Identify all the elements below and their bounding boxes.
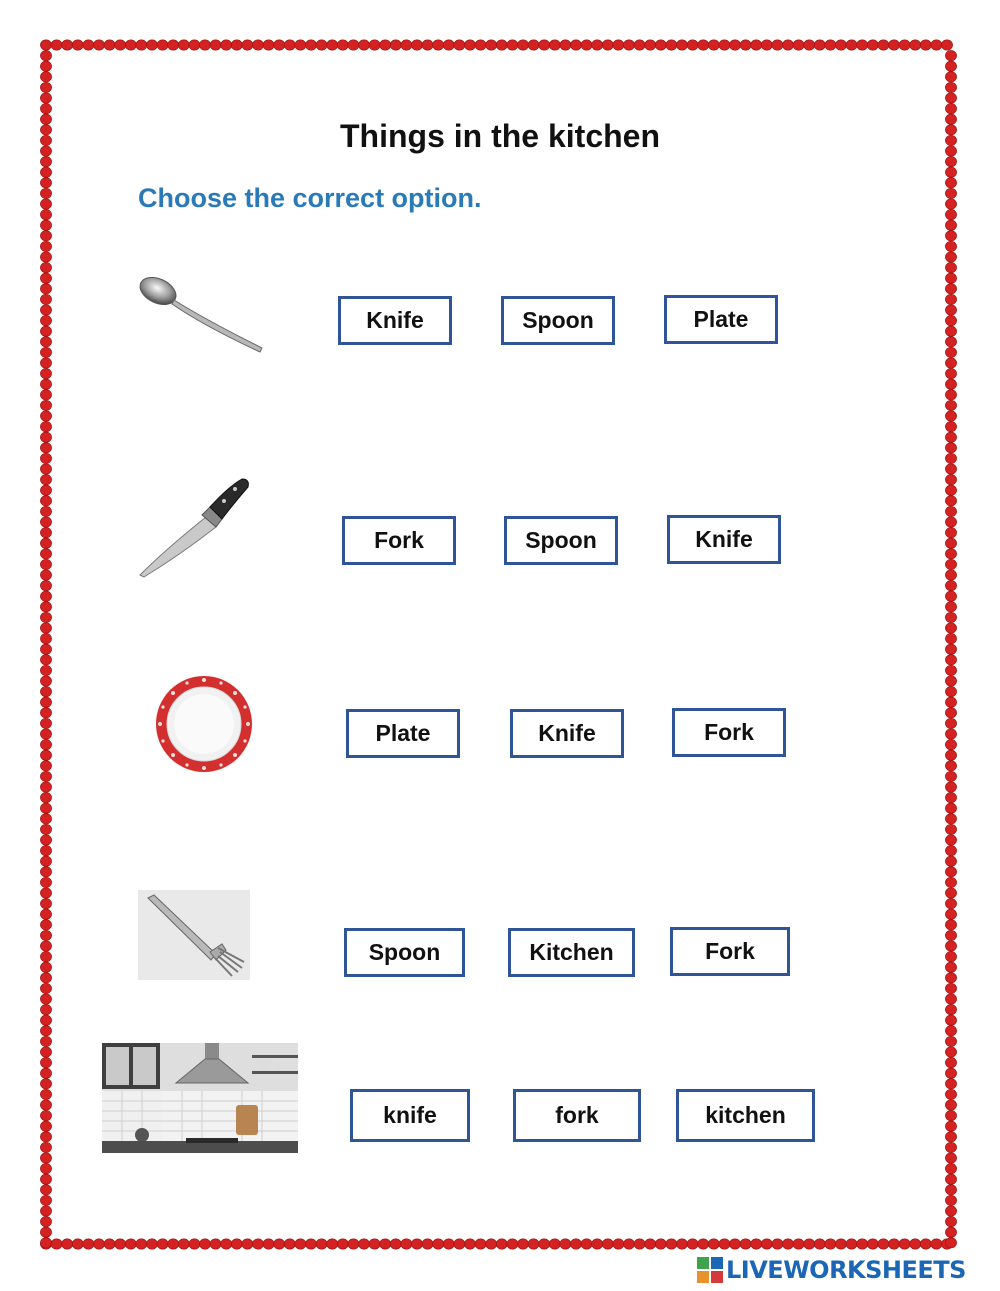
option-q2-a[interactable]: Fork [342, 516, 456, 565]
spoon-picture [136, 272, 266, 357]
kitchen-picture [102, 1043, 298, 1153]
option-q5-a[interactable]: knife [350, 1089, 470, 1142]
option-q4-b[interactable]: Kitchen [508, 928, 635, 977]
knife-picture [136, 475, 254, 580]
plate-picture [152, 672, 256, 776]
option-q1-b[interactable]: Spoon [501, 296, 615, 345]
option-q3-c[interactable]: Fork [672, 708, 786, 757]
liveworksheets-emblem-icon [697, 1257, 723, 1283]
fork-picture [138, 890, 250, 980]
option-q3-a[interactable]: Plate [346, 709, 460, 758]
liveworksheets-logo [697, 1254, 966, 1286]
option-q1-c[interactable]: Plate [664, 295, 778, 344]
worksheet-title: Things in the kitchen [339, 118, 660, 154]
option-q4-a[interactable]: Spoon [344, 928, 465, 977]
option-q4-c[interactable]: Fork [670, 927, 790, 976]
option-q3-b[interactable]: Knife [510, 709, 624, 758]
option-q5-b[interactable]: fork [513, 1089, 641, 1142]
option-q5-c[interactable]: kitchen [676, 1089, 815, 1142]
instruction-text: Choose the correct option. [138, 183, 482, 213]
option-q1-a[interactable]: Knife [338, 296, 452, 345]
option-q2-b[interactable]: Spoon [504, 516, 618, 565]
footer-brand: LIVEWORKSHEETS [726, 1256, 966, 1284]
option-q2-c[interactable]: Knife [667, 515, 781, 564]
